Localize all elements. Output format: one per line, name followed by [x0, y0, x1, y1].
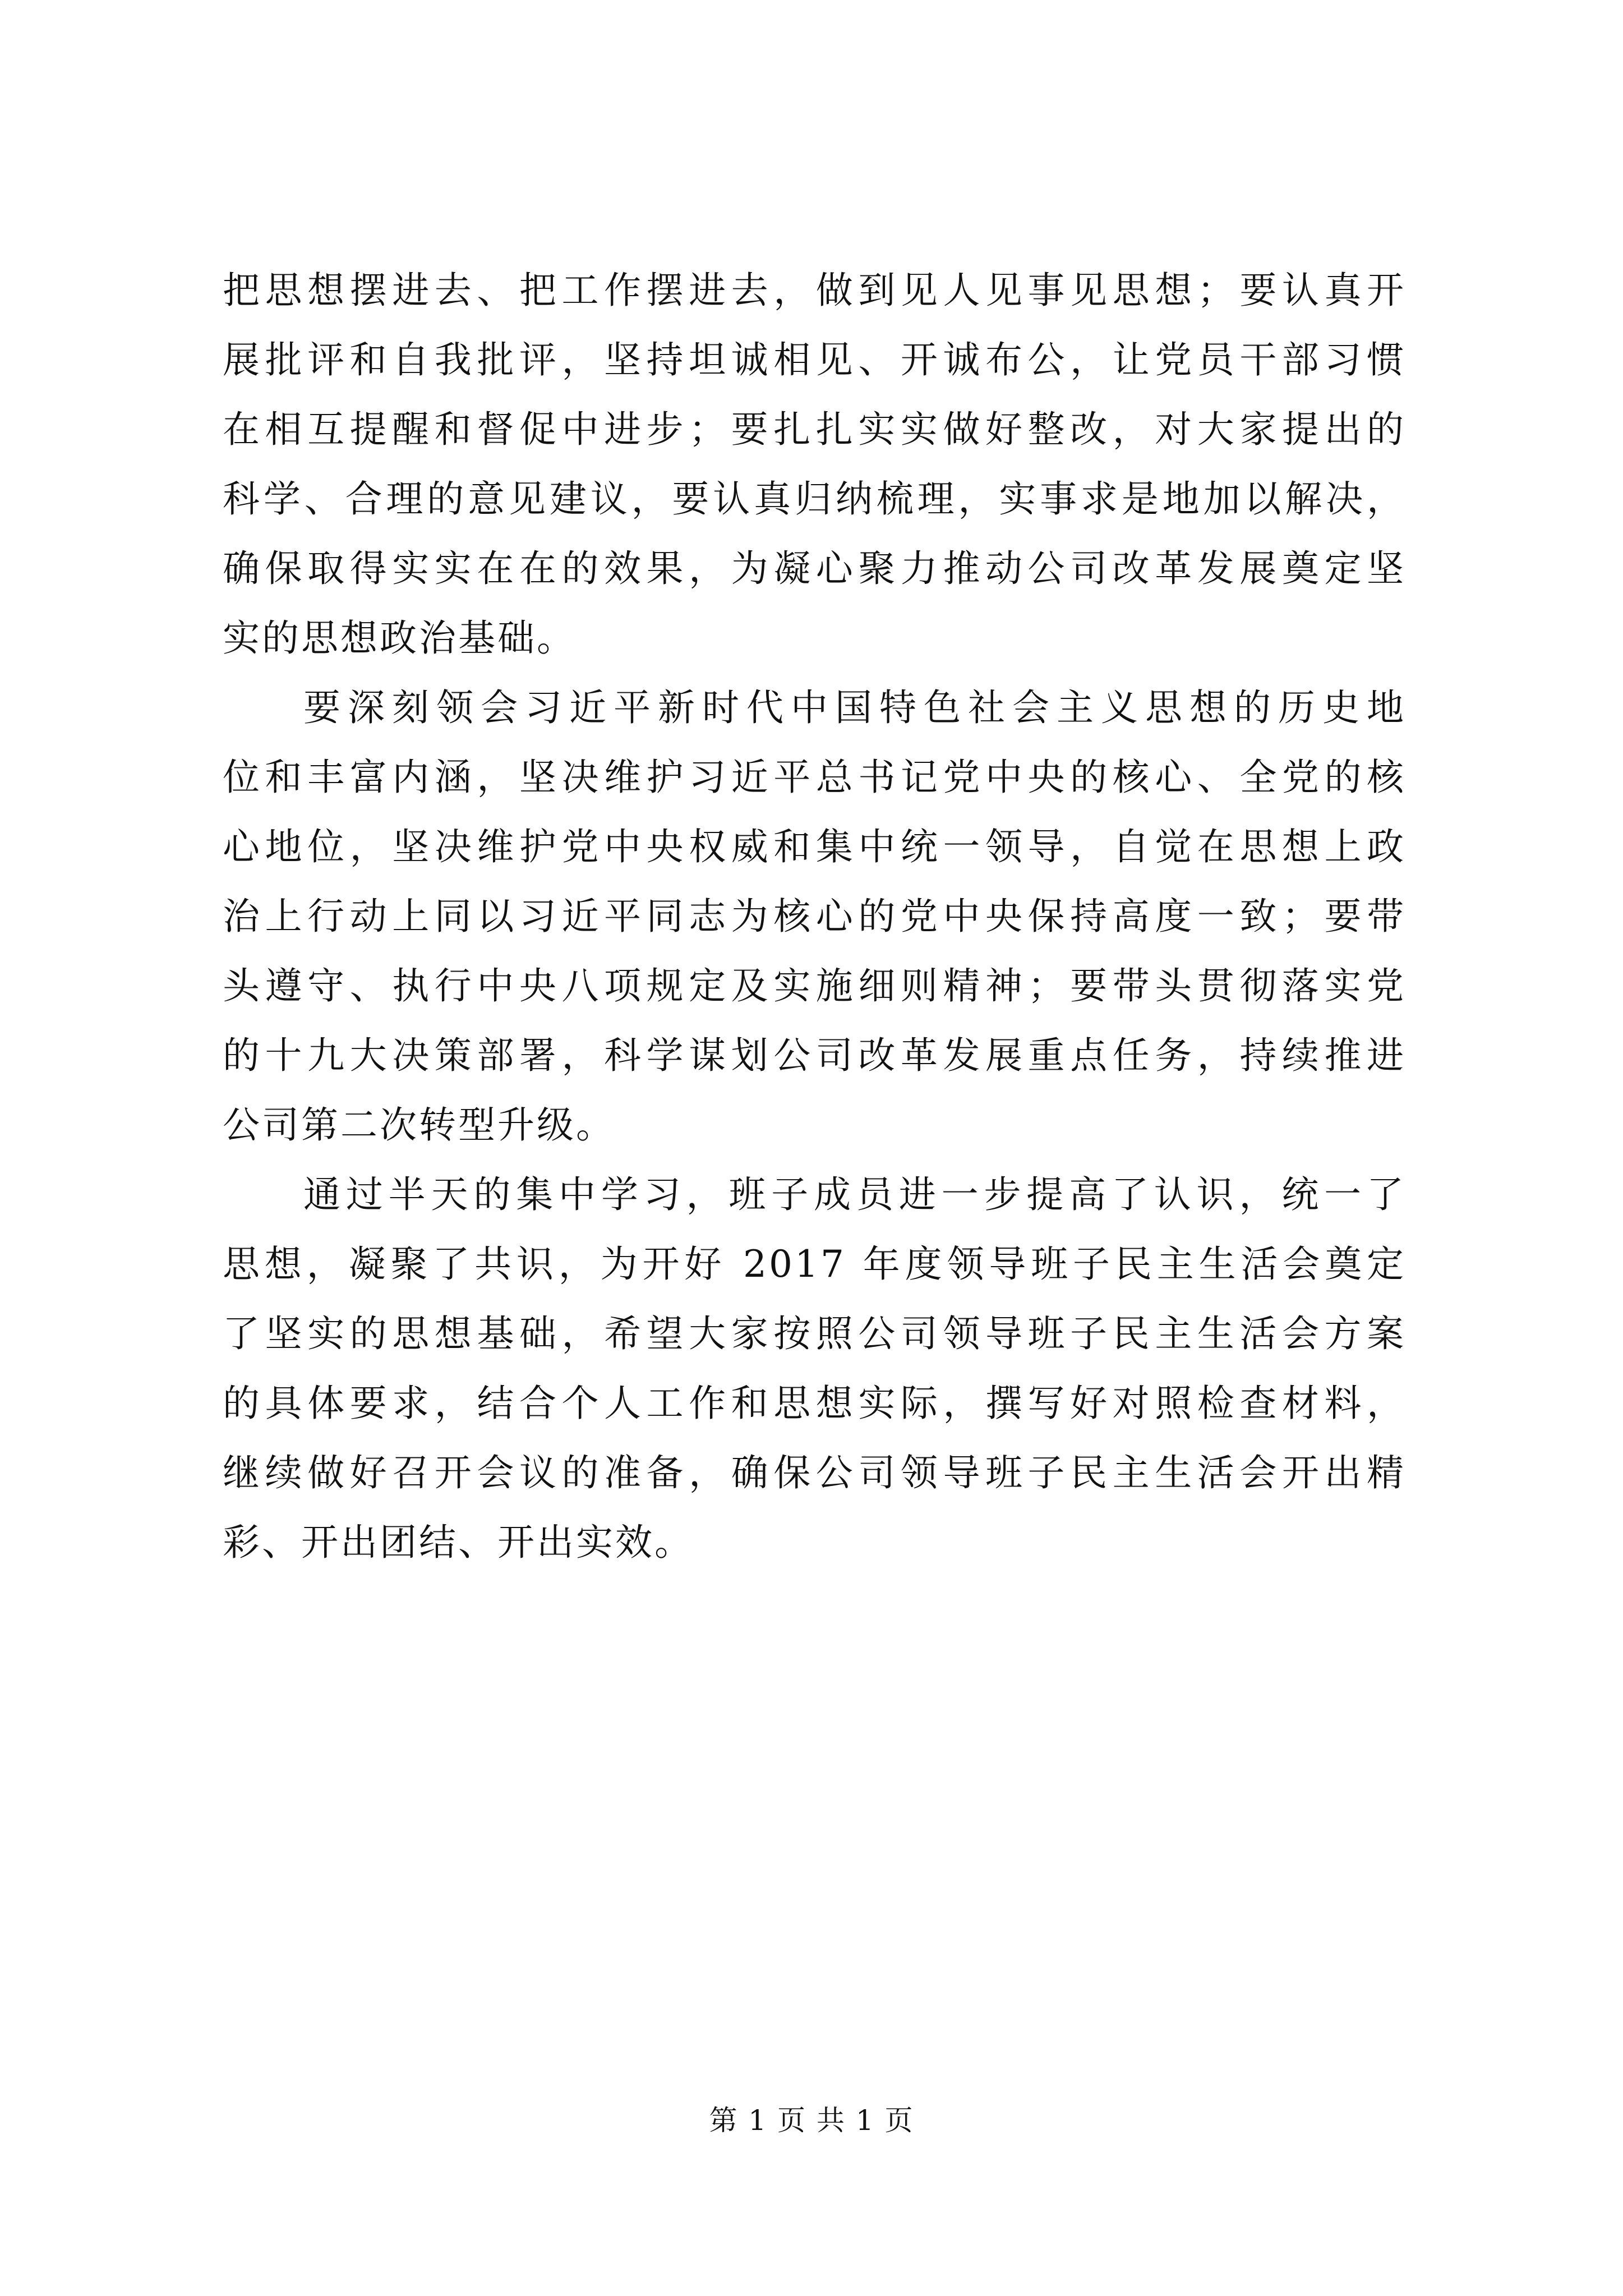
text-line: 把思想摆进去、把工作摆进去，做到见人见事见思想；要认真开 — [223, 269, 1406, 312]
text-line: 头遵守、执行中央八项规定及实施细则精神；要带头贯彻落实党 — [223, 964, 1406, 1007]
text-line: 在相互提醒和督促中进步；要扎扎实实做好整改，对大家提出的 — [223, 408, 1406, 451]
text-line: 展批评和自我批评，坚持坦诚相见、开诚布公，让党员干部习惯 — [223, 338, 1406, 381]
text-line: 治上行动上同以习近平同志为核心的党中央保持高度一致；要带 — [223, 895, 1406, 938]
text-line: 了坚实的思想基础，希望大家按照公司领导班子民主生活会方案 — [223, 1312, 1406, 1355]
text-line: 心地位，坚决维护党中央权威和集中统一领导，自觉在思想上政 — [223, 825, 1406, 868]
text-line: 位和丰富内涵，坚决维护习近平总书记党中央的核心、全党的核 — [223, 756, 1406, 799]
text-line: 彩、开出团结、开出实效。 — [223, 1521, 694, 1564]
page-number-footer: 第 1 页 共 1 页 — [709, 2104, 914, 2137]
text-line: 确保取得实实在在的效果，为凝心聚力推动公司改革发展奠定坚 — [223, 547, 1406, 590]
document-body — [223, 256, 1406, 1577]
text-line: 科学、合理的意见建议，要认真归纳梳理，实事求是地加以解决， — [223, 477, 1406, 521]
text-line: 的具体要求，结合个人工作和思想实际，撰写好对照检查材料， — [223, 1382, 1406, 1425]
paragraph-3 — [223, 1160, 1406, 1577]
text-line: 继续做好召开会议的准备，确保公司领导班子民主生活会开出精 — [223, 1451, 1406, 1494]
text-line: 的十九大决策部署，科学谋划公司改革发展重点任务，持续推进 — [223, 1034, 1406, 1077]
paragraph-1 — [223, 256, 1406, 673]
text-line: 公司第二次转型升级。 — [223, 1103, 615, 1147]
paragraph-2 — [223, 673, 1406, 1160]
text-line: 思想，凝聚了共识，为开好 2017 年度领导班子民主生活会奠定 — [223, 1243, 1406, 1286]
text-line: 要深刻领会习近平新时代中国特色社会主义思想的历史地 — [303, 686, 1406, 729]
text-line: 通过半天的集中学习，班子成员进一步提高了认识，统一了 — [303, 1173, 1406, 1216]
text-line: 实的思想政治基础。 — [223, 616, 576, 660]
